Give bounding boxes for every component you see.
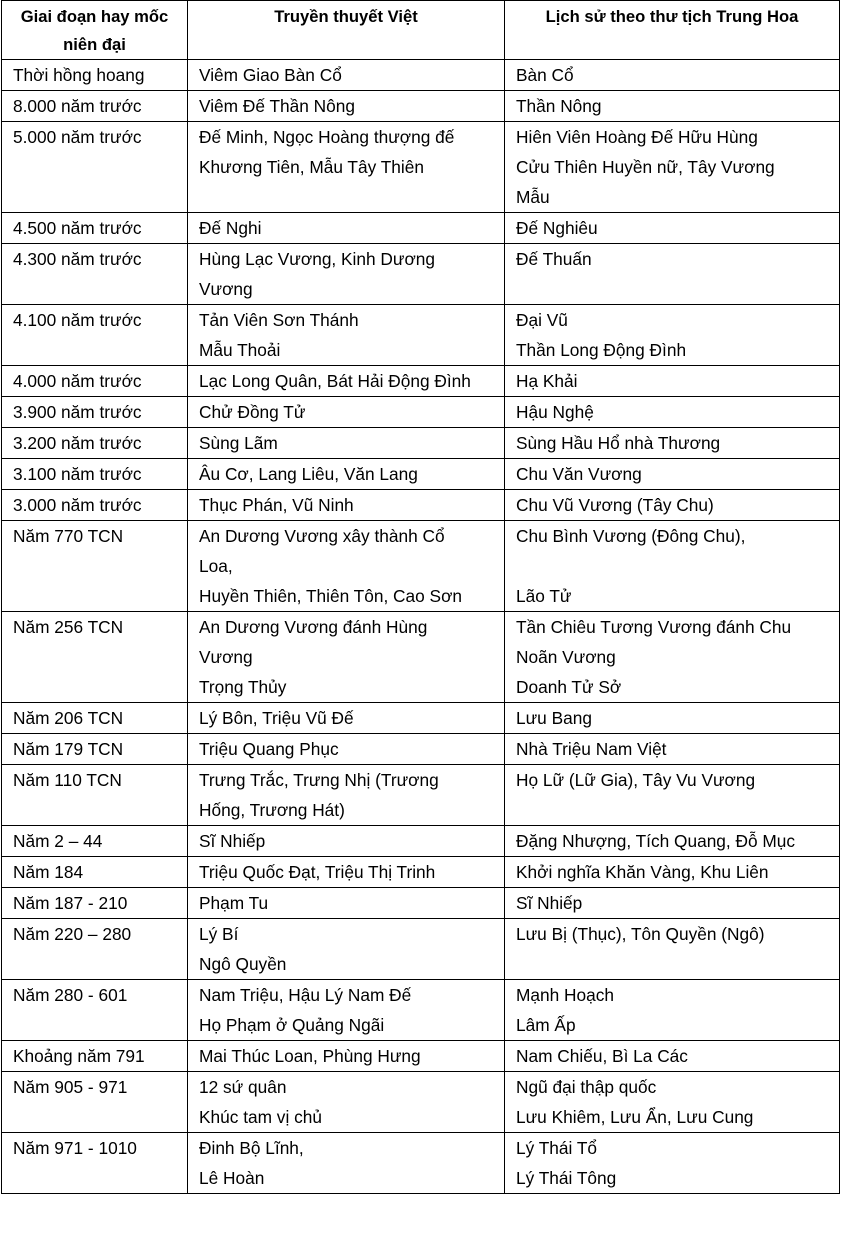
cell-line: Lý Bí [199,924,239,944]
cell-period [2,521,188,612]
cell-period [2,428,188,459]
cell-line: Năm 110 TCN [13,770,122,790]
cell-line: Tản Viên Sơn Thánh [199,310,359,330]
cell-history [505,703,840,734]
cell-line: Lý Thái Tông [516,1168,617,1188]
cell-line: Viêm Giao Bàn Cổ [199,65,342,85]
table-row [2,734,840,765]
cell-line: Hùng Lạc Vương, Kinh Dương [199,249,436,269]
cell-legend [188,919,505,980]
cell-history [505,459,840,490]
cell-history [505,612,840,703]
cell-legend [188,122,505,213]
cell-history [505,1072,840,1133]
table-row [2,888,840,919]
cell-period [2,888,188,919]
cell-line: Năm 187 - 210 [13,893,128,913]
cell-line: Lưu Bị (Thục), Tôn Quyền (Ngô) [516,924,765,944]
cell-line: Đặng Nhượng, Tích Quang, Đỗ Mục [516,831,796,851]
cell-legend [188,826,505,857]
cell-line: Sùng Lãm [199,433,278,453]
cell-history [505,244,840,305]
cell-line: Đế Thuấn [516,249,592,269]
cell-line: Cửu Thiên Huyền nữ, Tây Vương [516,157,775,177]
cell-history [505,1133,840,1194]
cell-line: Noãn Vương [516,647,616,667]
cell-line: Phạm Tu [199,893,269,913]
cell-line: Âu Cơ, Lang Liêu, Văn Lang [199,464,418,484]
cell-history [505,213,840,244]
cell-line: Họ Lữ (Lữ Gia), Tây Vu Vương [516,770,756,790]
cell-legend [188,490,505,521]
cell-period [2,826,188,857]
cell-line: Lý Thái Tổ [516,1138,598,1158]
header-vietnamese-legend: Truyền thuyết Việt [188,1,505,60]
cell-line: Huyền Thiên, Thiên Tôn, Cao Sơn [199,586,463,606]
cell-line: Lê Hoàn [199,1168,265,1188]
cell-line: 4.300 năm trước [13,249,142,269]
cell-period [2,919,188,980]
cell-line: Nam Chiếu, Bì La Các [516,1046,688,1066]
cell-line: Bàn Cổ [516,65,574,85]
cell-legend [188,459,505,490]
cell-legend [188,1072,505,1133]
table-row [2,122,840,213]
cell-history [505,919,840,980]
cell-line: Đế Nghiêu [516,218,598,238]
cell-legend [188,1041,505,1072]
cell-legend [188,397,505,428]
cell-legend [188,1133,505,1194]
cell-period [2,213,188,244]
cell-line: Năm 971 - 1010 [13,1138,137,1158]
table-row [2,60,840,91]
cell-line: Khúc tam vị chủ [199,1107,322,1127]
cell-line: Đế Nghi [199,218,262,238]
cell-line: Thục Phán, Vũ Ninh [199,495,354,515]
cell-line: 4.500 năm trước [13,218,142,238]
cell-line: Chu Vũ Vương (Tây Chu) [516,495,714,515]
cell-history [505,397,840,428]
table-row [2,919,840,980]
cell-line: Mẫu [516,187,550,207]
cell-history [505,428,840,459]
table-row [2,428,840,459]
cell-legend [188,244,505,305]
cell-history [505,888,840,919]
cell-line [516,551,831,581]
cell-period [2,612,188,703]
cell-line: Đại Vũ [516,310,568,330]
cell-line: Hạ Khải [516,371,578,391]
cell-history [505,980,840,1041]
table-row [2,305,840,366]
cell-line: 4.100 năm trước [13,310,142,330]
cell-line: Đinh Bộ Lĩnh, [199,1138,304,1158]
cell-line: Năm 179 TCN [13,739,124,759]
cell-line: Ngũ đại thập quốc [516,1077,657,1097]
cell-line: Khởi nghĩa Khăn Vàng, Khu Liên [516,862,769,882]
cell-period [2,1041,188,1072]
cell-period [2,397,188,428]
cell-line: An Dương Vương xây thành Cổ [199,526,445,546]
cell-period [2,91,188,122]
cell-legend [188,734,505,765]
cell-line: Loa, [199,556,233,576]
table-row [2,703,840,734]
cell-legend [188,612,505,703]
table-row [2,826,840,857]
cell-history [505,521,840,612]
cell-line: Năm 905 - 971 [13,1077,128,1097]
cell-line: Lâm Ấp [516,1015,576,1035]
cell-history [505,857,840,888]
cell-period [2,459,188,490]
cell-line: 4.000 năm trước [13,371,142,391]
cell-line: Đế Minh, Ngọc Hoàng thượng đế [199,127,455,147]
cell-line: Sĩ Nhiếp [199,831,266,851]
cell-period [2,734,188,765]
cell-history [505,122,840,213]
cell-line: Chu Văn Vương [516,464,642,484]
cell-legend [188,305,505,366]
cell-legend [188,428,505,459]
cell-line: Chử Đồng Tử [199,402,306,422]
cell-period [2,1072,188,1133]
cell-legend [188,521,505,612]
cell-period [2,703,188,734]
cell-line: Mai Thúc Loan, Phùng Hưng [199,1046,421,1066]
cell-history [505,305,840,366]
cell-line: Hậu Nghệ [516,402,594,422]
table-row [2,765,840,826]
cell-line: Hống, Trương Hát) [199,800,345,820]
cell-line: 3.100 năm trước [13,464,142,484]
table-row [2,213,840,244]
cell-line: Khương Tiên, Mẫu Tây Thiên [199,157,424,177]
cell-line: Trưng Trắc, Trưng Nhị (Trương [199,770,439,790]
cell-line: Vương [199,647,253,667]
cell-line: Năm 770 TCN [13,526,124,546]
cell-line: Vương [199,279,253,299]
table-row [2,857,840,888]
cell-line: Mẫu Thoải [199,340,281,360]
cell-legend [188,60,505,91]
cell-line: 5.000 năm trước [13,127,142,147]
cell-line: Lưu Khiêm, Lưu Ẩn, Lưu Cung [516,1107,754,1127]
cell-history [505,60,840,91]
cell-legend [188,980,505,1041]
table-row [2,366,840,397]
cell-legend [188,765,505,826]
cell-line: Lưu Bang [516,708,592,728]
table-header [2,1,840,60]
cell-line: Hiên Viên Hoàng Đế Hữu Hùng [516,127,758,147]
cell-period [2,765,188,826]
cell-line: An Dương Vương đánh Hùng [199,617,428,637]
cell-line: Doanh Tử Sở [516,677,622,697]
cell-legend [188,857,505,888]
table-row [2,397,840,428]
cell-line: Nhà Triệu Nam Việt [516,739,667,759]
cell-line: Thần Nông [516,96,602,116]
cell-legend [188,213,505,244]
cell-line: Ngô Quyền [199,954,287,974]
table-row [2,244,840,305]
cell-line: Họ Phạm ở Quảng Ngãi [199,1015,385,1035]
cell-legend [188,703,505,734]
table-row [2,1072,840,1133]
cell-line: 3.000 năm trước [13,495,142,515]
history-comparison-table [1,0,840,1194]
table-row [2,612,840,703]
cell-line: Nam Triệu, Hậu Lý Nam Đế [199,985,412,1005]
cell-legend [188,888,505,919]
cell-history [505,734,840,765]
table-row [2,490,840,521]
cell-line: Năm 280 - 601 [13,985,128,1005]
cell-history [505,490,840,521]
header-period: Giai đoạn hay mốc niên đại [2,1,188,60]
cell-period [2,305,188,366]
cell-legend [188,91,505,122]
cell-history [505,765,840,826]
cell-line: Khoảng năm 791 [13,1046,145,1066]
header-chinese-history: Lịch sử theo thư tịch Trung Hoa [505,1,840,60]
cell-line: 12 sứ quân [199,1077,287,1097]
cell-line: Năm 2 – 44 [13,831,103,851]
cell-line: Năm 220 – 280 [13,924,132,944]
table-row [2,1041,840,1072]
cell-line: Lão Tử [516,586,572,606]
cell-line: Thời hồng hoang [13,65,145,85]
table-row [2,1133,840,1194]
cell-line: Sĩ Nhiếp [516,893,583,913]
cell-line: Tần Chiêu Tương Vương đánh Chu [516,617,792,637]
table-row [2,980,840,1041]
table-row [2,521,840,612]
cell-line: 3.900 năm trước [13,402,142,422]
cell-period [2,980,188,1041]
cell-period [2,490,188,521]
cell-period [2,366,188,397]
cell-line: 3.200 năm trước [13,433,142,453]
table-row [2,91,840,122]
cell-line: Năm 184 [13,862,84,882]
cell-line: Lạc Long Quân, Bát Hải Động Đình [199,371,471,391]
cell-period [2,122,188,213]
cell-line: Triệu Quốc Đạt, Triệu Thị Trinh [199,862,436,882]
cell-history [505,91,840,122]
cell-history [505,366,840,397]
cell-period [2,60,188,91]
cell-period [2,857,188,888]
cell-history [505,826,840,857]
cell-line: Mạnh Hoạch [516,985,614,1005]
cell-line: Năm 206 TCN [13,708,124,728]
cell-legend [188,366,505,397]
cell-line: Chu Bình Vương (Đông Chu), [516,526,746,546]
cell-period [2,244,188,305]
cell-history [505,1041,840,1072]
cell-line: Triệu Quang Phục [199,739,339,759]
cell-line: Viêm Đế Thần Nông [199,96,355,116]
table-body [2,60,840,1194]
cell-period [2,1133,188,1194]
cell-line: Trọng Thủy [199,677,287,697]
cell-line: Sùng Hầu Hổ nhà Thương [516,433,721,453]
header-row [2,1,840,60]
cell-line: Năm 256 TCN [13,617,124,637]
cell-line: 8.000 năm trước [13,96,142,116]
table-row [2,459,840,490]
cell-line: Thần Long Động Đình [516,340,687,360]
cell-line: Lý Bôn, Triệu Vũ Đế [199,708,354,728]
